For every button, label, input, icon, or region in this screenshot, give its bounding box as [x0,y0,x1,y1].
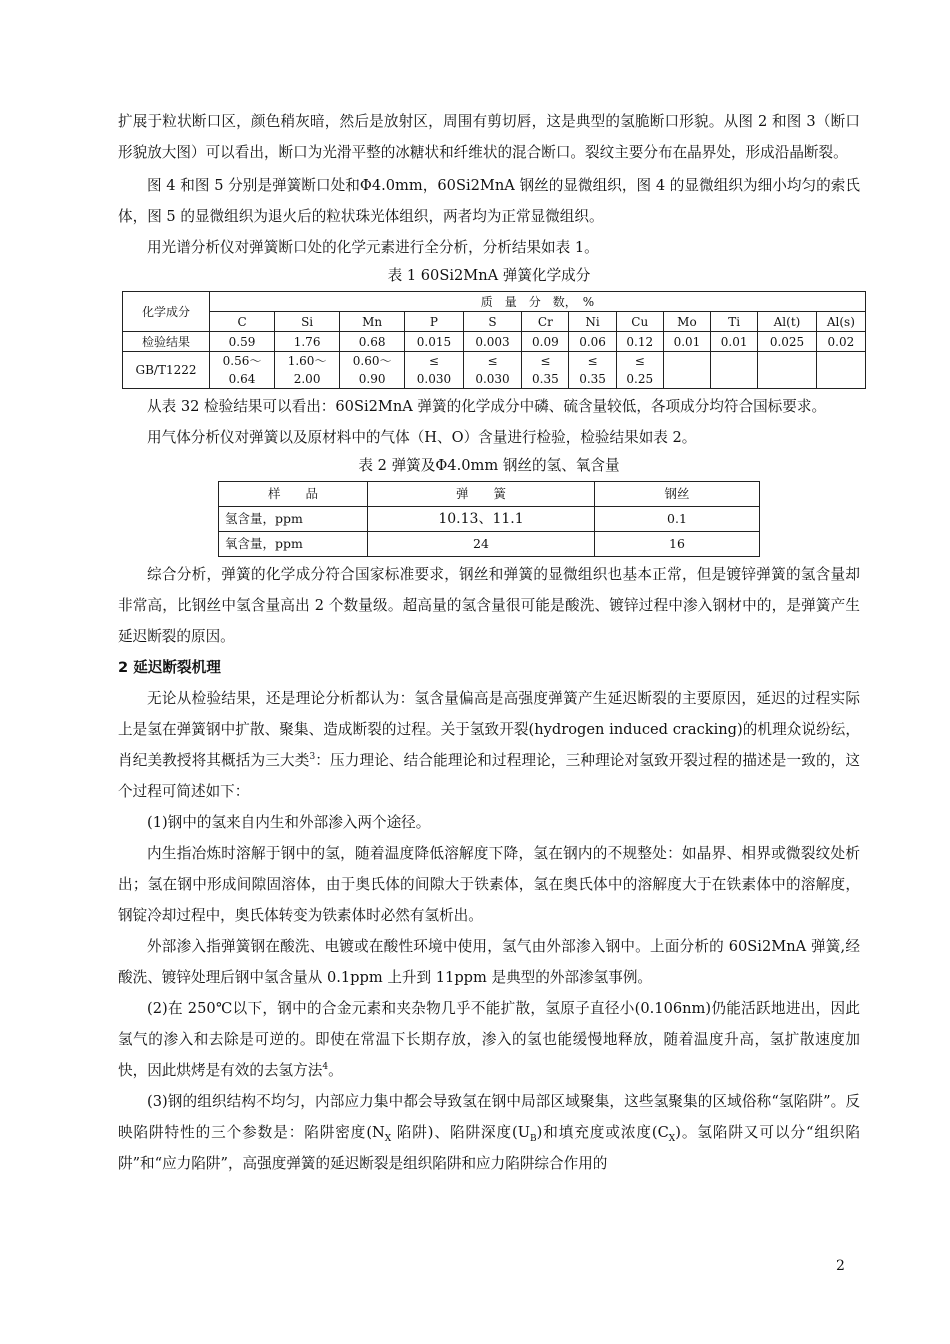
table1-cell: 0.025 [758,332,817,352]
table1-col: Ti [711,312,758,332]
table2-caption: 表 2 弹簧及Φ4.0mm 钢丝的氢、氧含量 [358,457,620,474]
section-heading: 2 延迟断裂机理 [118,659,221,676]
table2-row [219,507,760,532]
table1-col: Mo [663,312,710,332]
page-body [118,106,860,1179]
table1-cell: 0.68 [340,332,405,352]
std-bottom: 0.030 [416,372,452,386]
table1-cell: 0.09 [522,332,569,352]
citation-ref: 3 [309,752,316,763]
text: (3)钢的组织结构不均匀，内部应力集中都会导致氢在钢中局部区域聚集，这些氢聚集的区域俗称“氢陷阱”。反映陷阱特性的三个参数是：陷阱密度(N [118,1093,860,1141]
table1-std-cell-empty [663,352,710,389]
paragraph-spectral-analysis: 用光谱分析仪对弹簧断口处的化学元素进行全分析，分析结果如表 1。 [147,239,599,256]
table1-column-headers [123,312,866,332]
std-top: ≤ [428,354,439,368]
table1-cell: 0.06 [569,332,616,352]
std-top: ≤ [540,354,551,368]
text: 无论从检验结果，还是理论分析都认为：氢含量偏高是高强度弹簧产生延迟断裂的主要原因，延迟的过程实际上是氢在弹簧钢中扩散、聚集、造成断裂的过程。关于氢致开裂(hydrogen induced cracking)的机理众说纷纭，肖纪美教授将其概括为三大类 [118,690,860,769]
text: )和填充度或浓度(C [536,1124,669,1141]
table1-cell: 0.01 [663,332,710,352]
text: ：压力理论、结合能理论和过程理论，三种理论对氢致开裂过程的描述是一致的，这个过程可简述如下： [118,752,860,800]
table1-chemical-composition [122,291,866,389]
table1-std-cell [275,352,340,389]
text: 陷阱)、陷阱深度(U [391,1124,531,1141]
subscript: X [384,1133,392,1144]
table1-cell: 0.003 [463,332,522,352]
table1-col: S [463,312,522,332]
std-top: 1.60～ [287,354,327,368]
page-number: 2 [836,1258,845,1274]
table2-row [219,532,760,557]
table1-col: Si [275,312,340,332]
table1-std-cell [405,352,464,389]
table1-cell: 0.12 [616,332,663,352]
std-bottom: 0.35 [532,372,559,386]
table1-std-cell-empty [816,352,865,389]
table1-std-cell [340,352,405,389]
table1-standard-label: GB/T1222 [123,352,210,389]
std-top: ≤ [634,354,645,368]
table2-cell: 0.1 [595,507,760,532]
table1-col: Al(s) [816,312,865,332]
paragraph-fracture-morphology: 扩展于粒状断口区，颜色稍灰暗，然后是放射区，周围有剪切唇，这是典型的氢脆断口形貌。从图 2 和图 3（断口形貌放大图）可以看出，断口为光滑平整的冰糖状和纤维状的混合断口。裂纹主要分布在晶界处，形成沿晶断裂。 [118,113,860,161]
paragraph-point-2 [118,993,860,1086]
paragraph-microstructure: 图 4 和图 5 分别是弹簧断口处和Φ4.0mm，60Si2MnA 钢丝的显微组织，图 4 的显微组织为细小均匀的索氏体，图 5 的显微组织为退火后的粒状珠光体组织，两者均为正常显微组织。 [118,177,860,225]
table1-group-header: 质 量 分 数， % [210,292,866,312]
paragraph-comprehensive-analysis: 综合分析，弹簧的化学成分符合国家标准要求，钢丝和弹簧的显微组织也基本正常，但是镀锌弹簧的氢含量却非常高，比钢丝中氢含量高出 2 个数量级。超高量的氢含量很可能是酸洗、镀锌过程中渗入钢材中的，是弹簧产生延迟断裂的原因。 [118,566,860,645]
paragraph-gas-analysis: 用气体分析仪对弹簧以及原材料中的气体（H、O）含量进行检验，检验结果如表 2。 [147,429,697,446]
table1-result-label: 检验结果 [123,332,210,352]
table1-cell: 0.015 [405,332,464,352]
std-bottom: 0.030 [475,372,510,386]
table1-result-row [123,332,866,352]
table2-cell: 16 [595,532,760,557]
std-top: 0.60～ [352,354,392,368]
table1-col: P [405,312,464,332]
table1-std-cell [569,352,616,389]
std-bottom: 0.90 [358,372,386,386]
table1-cell: 0.01 [711,332,758,352]
table1-std-cell-empty [711,352,758,389]
text: (2)在 250℃以下，钢中的合金元素和夹杂物几乎不能扩散，氢原子直径小(0.106nm)仍能活跃地进出，因此氢气的渗入和去除是可逆的。即使在常温下长期存放，渗入的氢也能缓慢地释放，随着温度升高，氢扩散速度加快，因此烘烤是有效的去氢方法 [118,1000,860,1079]
std-top: ≤ [587,354,598,368]
table2-header: 样 品 [219,482,368,507]
subscript: X [668,1133,676,1144]
paragraph-external-hydrogen: 外部渗入指弹簧钢在酸洗、电镀或在酸性环境中使用，氢气由外部渗入钢中。上面分析的 60Si2MnA 弹簧,经酸洗、镀锌处理后钢中氢含量从 0.1ppm 上升到 11ppm 是典型的外部渗氢事例。 [118,938,860,986]
subscript: B [530,1133,537,1144]
table2-label: 氧含量，ppm [219,532,368,557]
table1-col: Cr [522,312,569,332]
table1-col: Al(t) [758,312,817,332]
paragraph-internal-hydrogen: 内生指冶炼时溶解于钢中的氢，随着温度降低溶解度下降，氢在钢内的不规整处：如晶界、相界或微裂纹处析出；氢在钢中形成间隙固溶体，由于奥氏体的间隙大于铁素体，氢在奥氏体中的溶解度大于在铁素体中的溶解度，钢锭冷却过程中，奥氏体转变为铁素体时必然有氢析出。 [118,845,860,924]
text: 。 [328,1062,343,1079]
std-top: ≤ [487,354,498,368]
citation-ref: 4 [322,1062,329,1073]
table1-cell: 0.59 [210,332,275,352]
table2-header: 钢丝 [595,482,760,507]
std-top: 0.56～ [222,354,262,368]
table1-col: Ni [569,312,616,332]
std-bottom: 2.00 [293,372,321,386]
table2-header-row [219,482,760,507]
std-bottom: 0.64 [228,372,256,386]
std-bottom: 0.25 [626,372,654,386]
table1-col: Cu [616,312,663,332]
table2-cell: 10.13、11.1 [368,507,595,532]
table2-cell: 24 [368,532,595,557]
table1-col: C [210,312,275,332]
table1-std-cell [463,352,522,389]
table1-caption: 表 1 60Si2MnA 弹簧化学成分 [387,267,591,284]
paragraph-table1-conclusion: 从表 32 检验结果可以看出：60Si2MnA 弹簧的化学成分中磷、硫含量较低，各项成分均符合国标要求。 [147,398,827,415]
table1-std-cell [210,352,275,389]
table1-cell: 1.76 [275,332,340,352]
paragraph-point-3 [118,1086,860,1179]
paragraph-mechanism [118,683,860,807]
table1-row-header: 化学成分 [123,292,210,332]
table1-std-cell [616,352,663,389]
table2-label: 氢含量，ppm [219,507,368,532]
table1-std-cell-empty [758,352,817,389]
text: )。氢陷阱又可以分“组织陷阱”和“应力陷阱”，高强度弹簧的延迟断裂是组织陷阱和应力陷阱综合作用的 [118,1124,861,1172]
table1-std-cell [522,352,569,389]
paragraph-point-1: (1)钢中的氢来自内生和外部渗入两个途径。 [147,814,431,831]
table2-gas-content [218,481,760,557]
table1-cell: 0.02 [816,332,865,352]
table1-col: Mn [340,312,405,332]
std-bottom: 0.35 [579,372,606,386]
table2-header: 弹 簧 [368,482,595,507]
